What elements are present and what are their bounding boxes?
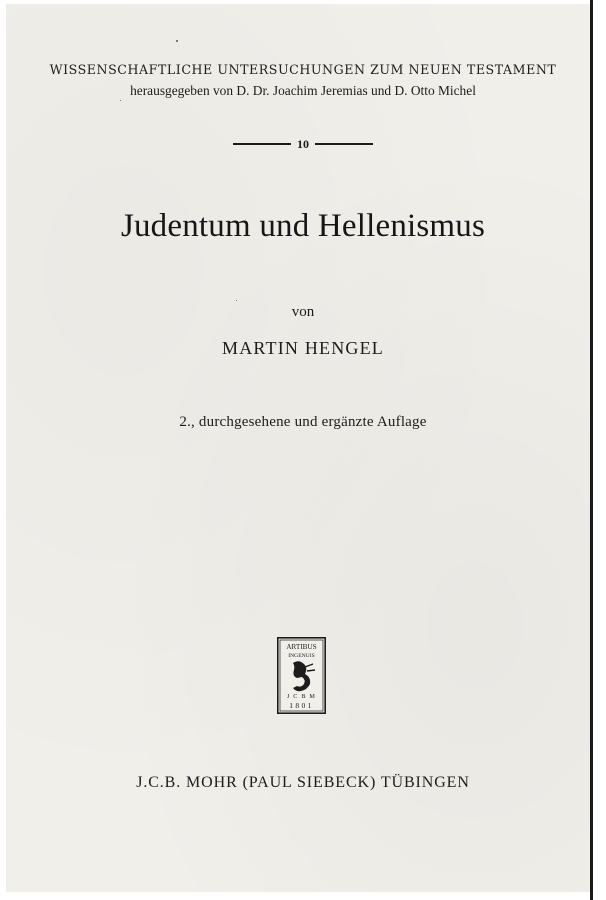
series-editors: herausgegeben von D. Dr. Joachim Jeremias und D. Otto Michel [130,83,476,98]
left-rule [233,143,291,145]
by-line: von [291,304,315,320]
volume-number-row [0,137,606,151]
emblem-initials: J C B M [286,693,317,700]
book-title: Judentum und Hellenismus [120,208,486,244]
emblem-year: 1801 [289,701,314,710]
publisher-imprint: J.C.B. MOHR (PAUL SIEBECK) TÜBINGEN [136,774,470,791]
paper-speck [236,300,237,301]
emblem-motto-line1: ARTIBUS [286,643,317,651]
emblem-motto-line2: INGENUIS [288,653,315,659]
edition-note: 2., durchgesehene und ergänzte Auflage [179,414,427,430]
volume-number: 10 [297,137,309,151]
paper-speck [176,40,178,42]
author-name: MARTIN HENGEL [222,338,384,358]
right-rule [315,143,373,145]
series-title: WISSENSCHAFTLICHE UNTERSUCHUNGEN ZUM NEUEN TESTAMENT [49,62,557,77]
paper-speck [120,100,121,101]
publisher-emblem-icon [277,637,326,714]
page-edge-shadow [590,0,593,900]
